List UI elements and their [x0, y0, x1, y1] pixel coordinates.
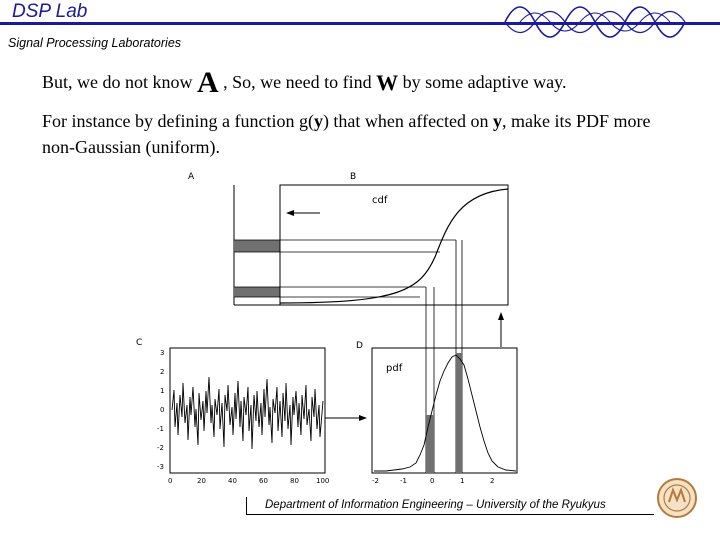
arrow-to-d [359, 415, 367, 421]
svg-text:-3: -3 [157, 463, 164, 471]
symbol-w: W [376, 70, 399, 95]
bar-a-lower [234, 287, 280, 297]
symbol-a: A [197, 66, 219, 99]
text-line-1 [42, 66, 566, 100]
text-line-2 [42, 108, 682, 160]
panel-d [372, 348, 517, 485]
pdf-label: pdf [386, 363, 403, 374]
line2-y-2: y [493, 111, 503, 131]
noise-signal [172, 377, 323, 449]
line1-part-c: by some adaptive way. [398, 72, 567, 92]
line2-part-a: For instance by defining a function g( [42, 111, 314, 131]
c-yticks [157, 349, 164, 471]
svg-text:100: 100 [316, 477, 330, 485]
svg-text:2: 2 [160, 368, 165, 376]
university-seal-icon [655, 476, 699, 520]
svg-text:-2: -2 [157, 444, 164, 452]
connector-lines [426, 240, 504, 473]
bar-d-left [426, 415, 434, 473]
svg-text:40: 40 [228, 477, 237, 485]
line1-part-b: , So, we need to find [218, 72, 377, 92]
panel-label-b: B [350, 172, 357, 182]
arrow-to-a [286, 210, 294, 216]
panel-c [157, 348, 367, 485]
panel-label-c: C [136, 338, 143, 348]
svg-text:3: 3 [160, 349, 165, 357]
footer-text: Department of Information Engineering – University of the Ryukyus [246, 497, 654, 515]
svg-text:0: 0 [168, 477, 173, 485]
nonlinearity-figure [130, 165, 530, 490]
line1-part-a: But, we do not know [42, 72, 197, 92]
wave-logo-icon [490, 0, 690, 42]
svg-text:-2: -2 [372, 477, 379, 485]
header-subtitle: Signal Processing Laboratories [8, 36, 182, 50]
panel-label-d: D [356, 341, 363, 351]
svg-text:1: 1 [160, 387, 165, 395]
line2-y-1: y [313, 111, 323, 131]
svg-text:60: 60 [259, 477, 268, 485]
line2-part-b: ) that when affected on [322, 111, 494, 131]
svg-text:1: 1 [460, 477, 465, 485]
svg-text:-1: -1 [157, 425, 164, 433]
svg-text:-1: -1 [400, 477, 407, 485]
cdf-label: cdf [372, 195, 388, 206]
bar-a-upper [234, 240, 280, 252]
svg-text:0: 0 [160, 406, 165, 414]
cdf-curve [280, 189, 508, 303]
svg-text:2: 2 [490, 477, 495, 485]
svg-text:80: 80 [290, 477, 299, 485]
c-xticks [168, 477, 329, 485]
d-xticks [372, 477, 494, 485]
svg-text:20: 20 [197, 477, 206, 485]
line2-part-c: , make its PDF more non-Gaussian (uniform). [42, 111, 651, 157]
bar-d-right [456, 353, 462, 473]
panel-label-a: A [188, 172, 195, 182]
svg-text:0: 0 [430, 477, 435, 485]
arrow-up-to-b [498, 312, 504, 320]
header-title: DSP Lab [12, 1, 88, 22]
